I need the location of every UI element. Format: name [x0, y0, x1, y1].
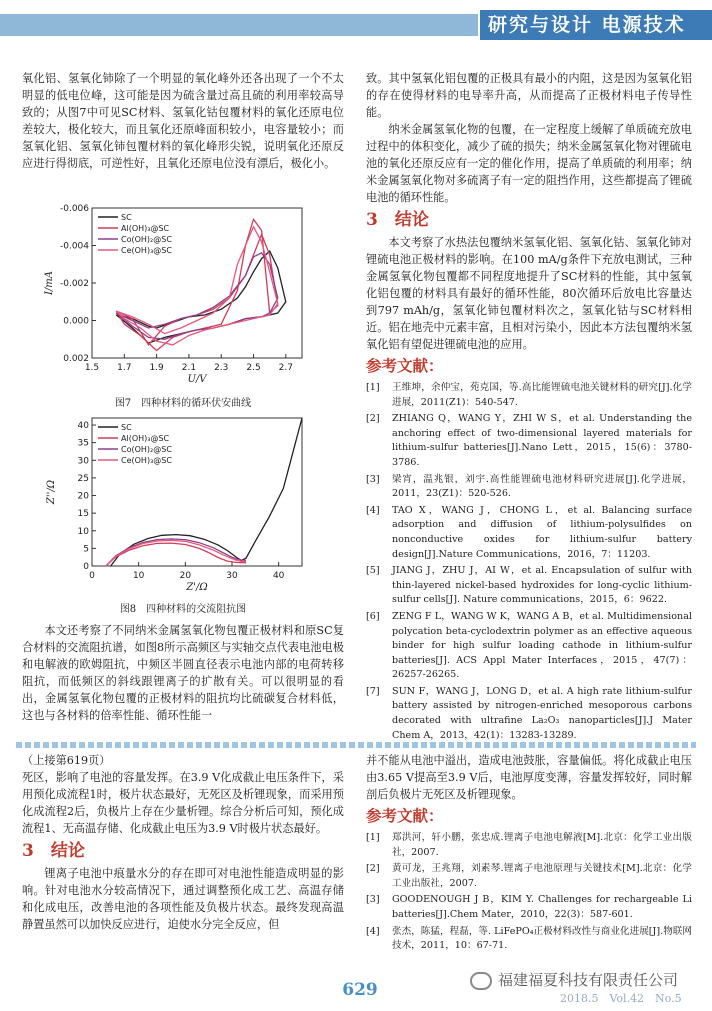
- bottom-left-paragraph-2: 锂离子电池中痕量水分的存在即可对电池性能造成明显的影响。针对电池水分较高情况下，通过调整预化成工艺、高温存储和化成电压，改善电池的各项性能及负极片状态。最终发现高温静置虽然可以加快反应进行，迫使水分完全反应，但: [22, 867, 344, 931]
- reference-number: [2]: [366, 413, 380, 425]
- y-tick-label: -0.002: [59, 279, 89, 289]
- x-tick-label: 0: [89, 571, 95, 581]
- x-tick-label: 2.7: [278, 363, 294, 373]
- legend-label: Al(OH)₃@SC: [121, 224, 170, 233]
- references-list: [366, 381, 692, 743]
- reference-text: ZHIANG Q，WANG Y，ZHI W S，et al. Understanding the anchoring effect of two-dimensional layered materials for lithium-sulfur batteries[J].Nano Lett，2015，15(6)：3780-3786.: [392, 413, 692, 468]
- header-band: [0, 14, 478, 36]
- reference-text: 梁宵，温兆银，刘宇.高性能锂硫电池材料研究进展[J].化学进展，2011，23(Z1)：520-526.: [392, 473, 692, 500]
- y-tick-label: -0.004: [59, 241, 89, 252]
- page-number: 629: [342, 980, 378, 1000]
- left-paragraph-1: 氧化铝、氢氧化铈除了一个明显的氧化峰外还各出现了一个不太明显的低电位峰，这可能是因为硫含量过高且硫的利用率较高导致的；从图7中可见SC材料、氢氧化钴包覆材料的氧化还原电位差较大，极化较大，而且氧化还原峰面积较小，电容量较小；而氢氧化铝、氢氧化铈包覆材料的氧化峰形尖锐，说明氧化还原反应进行得彻底，可逆性好，且氧化还原电位没有漂后，极化小。: [22, 72, 344, 170]
- journal-header: [0, 0, 712, 46]
- bottom-right-paragraph-1: 并不能从电池中溢出，造成电池鼓胀，容量偏低。将化成截止电压由3.65 V提高至3.9 V后，电池厚度变薄，容量发挥较好，同时解剖后负极片无死区及析锂现象。: [366, 754, 692, 801]
- reference-item: [366, 831, 692, 860]
- figure-7-caption: 图7 四种材料的循环伏安曲线: [114, 398, 252, 409]
- bottom-right-column: [366, 752, 692, 956]
- x-tick-label: 1.9: [149, 363, 164, 373]
- wechat-icon: [470, 972, 492, 990]
- watermark: 福建福夏科技有限责任公司: [470, 969, 678, 990]
- reference-item: [366, 685, 692, 743]
- reference-number: [5]: [366, 565, 380, 577]
- x-tick-label: 1.7: [117, 363, 132, 373]
- y-tick-label: 0: [83, 562, 89, 572]
- reference-text: SUN F，WANG J，LONG D，et al. A high rate lithium-sulfur battery assisted by nitrogen-enriched mesoporous carbons decorated with ultrafine La₂O₃ nanoparticles[J].J Mater Chem A，2013，42(1)：13283-13289.: [392, 685, 692, 741]
- left-column-top: [22, 70, 344, 172]
- reference-text: GOODENOUGH J B，KIM Y. Challenges for rechargeable Li batteries[J].Chem Mater，2010，22(3)：587-601.: [392, 894, 692, 920]
- reference-item: [366, 381, 692, 410]
- legend-label: Al(OH)₃@SC: [121, 434, 170, 443]
- figure-7-cv: [40, 200, 320, 395]
- left-column-bottom: [22, 622, 344, 724]
- reference-item: [366, 473, 692, 502]
- reference-item: [366, 893, 692, 922]
- figure-8-eis: [40, 412, 320, 597]
- y-tick-label: 5: [83, 544, 89, 555]
- y-tick-label: 15: [77, 509, 89, 520]
- y-tick-label: -0.006: [59, 204, 89, 214]
- right-paragraph-3: 本文考察了水热法包覆纳米氢氧化铝、氢氧化钴、氢氧化铈对锂硫电池正极材料的影响。在100 mA/g条件下充放电测试，三种金属氢氧化物包覆都不同程度地提升了SC材料的性能，其中氢氧化铝包覆的材料具有最好的循环性能，80次循环后放电比容量达到797 mAh/g，氢氧化铈包覆材料次之，氢氧化钴与SC材料相近。铝在地壳中元素丰富，且相对污染小，因此本方法包覆纳米氢氧化铝有望促进锂硫电池的应用。: [366, 236, 692, 351]
- left-paragraph-2: 本文还考察了不同纳米金属氢氧化物包覆正极材料和原SC复合材料的交流阻抗谱，如图8所示高频区与实轴交点代表电池电极和电解液的欧姆阻抗，中频区半圆直径表示电池内部的电荷转移阻抗，而低频区的斜线跟锂离子的扩散有关。可以很明显的看出，金属氢氧化物包覆的正极材料的阻抗均比硫碳复合材料低，这也与各材料的倍率性能、循环性能一: [22, 624, 344, 722]
- issue-info: 2018.5 Vol.42 No.5: [560, 992, 682, 1005]
- y-axis-label: Z''/Ω: [46, 479, 57, 505]
- legend-label: Co(OH)₂@SC: [121, 235, 172, 244]
- reference-text: 王维坤，余仲宝，苑克国，等.高比能锂硫电池关键材料的研究[J].化学进展，2011(Z1)：540-547.: [392, 382, 692, 408]
- right-paragraph-2: 纳米金属氢氧化物的包覆，在一定程度上缓解了单质硫充放电过程中的体积变化，减少了硫的损失；纳米金属氢氧化物对锂硫电池的氧化还原反应有一定的催化作用，提高了单质硫的利用率；纳米金属氢氧化物对多硫离子有一定的阻挡作用，这些都提高了锂硫电池的循环性能。: [366, 123, 692, 204]
- journal-section-label: 研究与设计 电源技术: [480, 10, 712, 40]
- right-paragraph-1: 致。其中氢氧化铝包覆的正极具有最小的内阻，这是因为氢氧化铝的存在使得材料的电导率升高，从而提高了正极材料电子传导性能。: [366, 72, 692, 119]
- y-tick-label: 25: [77, 473, 89, 484]
- reference-item: [366, 925, 692, 954]
- reference-number: [1]: [366, 382, 380, 393]
- reference-item: [366, 504, 692, 562]
- legend-label: SC: [121, 213, 132, 222]
- bottom-section-heading: 3 结论: [22, 841, 85, 861]
- x-tick-label: 40: [272, 571, 285, 581]
- y-axis-label: I/mA: [44, 270, 55, 296]
- x-tick-label: 1.5: [84, 363, 100, 373]
- reference-number: [3]: [366, 473, 380, 485]
- reference-text: 黄可龙，王兆翔，刘素琴.锂离子电池原理与关键技术[M].北京：化学工业出版社，2007.: [392, 863, 692, 889]
- reference-number: [3]: [366, 894, 380, 906]
- reference-item: [366, 564, 692, 608]
- y-tick-label: 0.000: [63, 316, 89, 327]
- legend-label: Ce(OH)₃@SC: [121, 456, 172, 465]
- legend-label: Ce(OH)₃@SC: [121, 246, 172, 255]
- continued-note: （上接第619页）: [22, 754, 111, 767]
- reference-item: [366, 610, 692, 683]
- x-tick-label: 10: [132, 571, 145, 581]
- reference-number: [4]: [366, 925, 380, 937]
- reference-text: JIANG J，ZHU J，AI W，et al. Encapsulation of sulfur with thin-layered nickel-based hydroxides for long-cyclic lithium-sulfur cells[J]. Nature communications，2015，6：9622.: [392, 565, 692, 606]
- y-tick-label: 40: [77, 421, 89, 432]
- references-heading: 参考文献：: [366, 356, 444, 375]
- section-divider: [16, 742, 696, 748]
- reference-number: [6]: [366, 610, 380, 622]
- eis-chart: [40, 412, 320, 597]
- y-tick-label: 0.002: [63, 354, 89, 364]
- series-line: [116, 227, 278, 345]
- x-axis-label: Z'/Ω: [186, 582, 208, 593]
- reference-text: ZENG F L，WANG W K，WANG A B，et al. Multidimensional polycation beta-cyclodextrin polymer as an effective aqueous binder for high sulfur loading cathode in lithium-sulfur batteries[J]. ACS Appl Mater Interfaces，2015，47(7)：26257-26265.: [392, 610, 692, 681]
- cv-chart: [40, 200, 320, 395]
- y-tick-label: 35: [77, 438, 89, 449]
- reference-text: 郑洪河，轩小鹏，张忠成.锂离子电池电解液[M].北京：化学工业出版社，2007.: [392, 832, 692, 858]
- bottom-references-heading: 参考文献：: [366, 806, 444, 825]
- reference-number: [2]: [366, 863, 380, 875]
- legend-label: SC: [121, 423, 132, 432]
- legend-label: Co(OH)₂@SC: [121, 445, 172, 454]
- y-tick-label: 30: [77, 456, 89, 467]
- section-heading-conclusion: 3 结论: [366, 210, 429, 230]
- figure-8-caption: 图8 四种材料的交流阻抗图: [119, 604, 247, 615]
- bottom-left-column: [22, 752, 344, 933]
- reference-number: [4]: [366, 504, 380, 516]
- bottom-references-list: [366, 831, 692, 954]
- reference-text: 张杰，陈猛，程磊，等. LiFePO₄正极材料改性与商业化进展[J].物联网技术，2011，10：67-71.: [392, 925, 692, 952]
- x-tick-label: 2.1: [181, 363, 197, 373]
- reference-number: [1]: [366, 832, 380, 843]
- x-tick-label: 30: [226, 571, 238, 581]
- x-tick-label: 20: [179, 571, 192, 581]
- y-tick-label: 20: [77, 491, 89, 502]
- bottom-left-paragraph-1: 死区，影响了电池的容量发挥。在3.9 V化成截止电压条件下，采用预化成流程1时，极片状态最好，无死区及析锂现象，而采用预化成流程2后，负极片上存在少量析锂。综合分析后可知，预化成流程1、无高温存储、化成截止电压为3.9 V时极片状态最好。: [22, 771, 344, 835]
- reference-number: [7]: [366, 685, 380, 697]
- x-tick-label: 2.3: [214, 363, 229, 373]
- reference-item: [366, 862, 692, 891]
- x-tick-label: 2.5: [246, 363, 261, 373]
- reference-text: TAO X，WANG J，CHONG L，et al. Balancing surface adsorption and diffusion of lithium-polysulfides on nonconductive oxides for lithium-sulfur battery design[J].Nature Communications，2016，7：11203.: [392, 504, 692, 560]
- reference-item: [366, 412, 692, 470]
- right-column-top: [366, 70, 692, 745]
- y-tick-label: 10: [77, 526, 89, 537]
- series-line: [106, 543, 246, 566]
- series-line: [116, 253, 278, 339]
- x-axis-label: U/V: [187, 374, 207, 385]
